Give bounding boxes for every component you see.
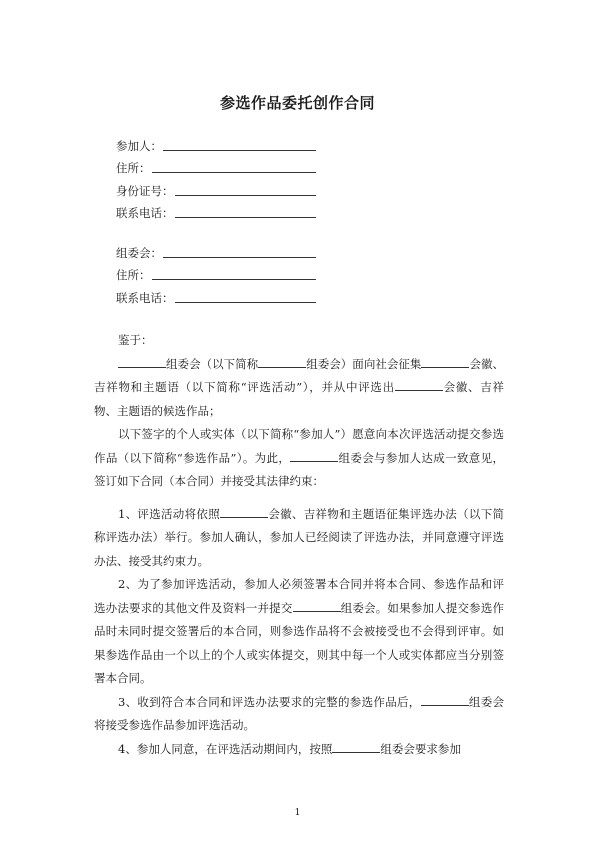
clause-2: 2、为了参加评选活动，参加人必须签署本合同并将本合同、参选作品和评选办法要求的其他文件及资料一并提交 组委会。如果参加人提交参选作品时未同时提交签署后的本合同，则参选作品将不会被接受也不会得到评审。如果参选作品由一个以上的个人或实体提交，则其中每一个人或实体都应当分别签署本合同。	[94, 577, 504, 685]
blank-line[interactable]	[290, 449, 338, 462]
participant-block	[116, 131, 316, 221]
clause-4: 4、参加人同意，在评选活动期间内，按照 组委会要求参加	[118, 741, 461, 756]
recital-2: 以下签字的个人或实体（以下简称“参加人”）愿意向本次评选活动提交参选作品（以下简称“参选作品”）。为此， 组委会与参加人达成一致意见，签订如下合同（本合同）并接受其法律约束：	[94, 427, 504, 488]
blank-line[interactable]	[395, 378, 443, 391]
participant-address-field[interactable]	[116, 154, 316, 177]
committee-address-label: 住所：	[116, 268, 151, 282]
committee-phone-label: 联系电话：	[116, 290, 174, 305]
committee-address-line	[152, 265, 317, 280]
blank-line[interactable]	[421, 355, 469, 368]
clause-1: 1、评选活动将依照 会徽、吉祥物和主题语征集评选办法（以下简称评选办法）举行。参加人确认，参加人已经阅读了评选办法，并同意遵守评选办法、接受其约束力。	[94, 506, 504, 568]
whereas-heading: 鉴于：	[118, 333, 153, 347]
committee-name-field[interactable]	[116, 238, 316, 261]
participant-id-label: 身份证号：	[116, 183, 174, 198]
committee-address-field[interactable]	[116, 261, 316, 284]
participant-name-label: 参加人：	[116, 138, 162, 153]
blank-line[interactable]	[293, 599, 341, 612]
blank-line[interactable]	[332, 740, 380, 753]
blank-line[interactable]	[258, 355, 306, 368]
blank-line[interactable]	[421, 693, 469, 706]
participant-id-field[interactable]	[116, 176, 316, 199]
clause-3: 3、收到符合本合同和评选办法要求的完整的参选作品后， 组委会将接受参选作品参加评选活动。	[94, 694, 504, 732]
participant-address-line	[152, 158, 317, 173]
participant-name-field[interactable]	[116, 131, 316, 154]
participant-phone-label: 联系电话：	[116, 206, 174, 220]
blank-line[interactable]	[220, 505, 268, 518]
committee-phone-field[interactable]	[116, 283, 316, 306]
participant-name-line	[163, 136, 316, 151]
page-number: 1	[294, 808, 301, 818]
participant-id-line	[175, 181, 317, 196]
document-title: 参选作品委托创作合同	[219, 94, 375, 112]
recital-1: 组委会（以下简称 组委会）面向社会征集 会徽、吉祥物和主题语（以下简称“评选活动”），并从中评选出 会徽、吉祥物、主题语的候选作品；	[94, 356, 505, 418]
committee-name-label: 组委会：	[116, 245, 162, 260]
committee-name-line	[163, 243, 316, 258]
committee-block	[116, 238, 316, 306]
contract-body	[94, 329, 504, 761]
participant-address-label: 住所：	[116, 161, 151, 175]
committee-phone-line	[175, 288, 317, 303]
participant-phone-field[interactable]	[116, 199, 316, 222]
participant-phone-line	[175, 203, 317, 218]
blank-line[interactable]	[118, 355, 166, 368]
